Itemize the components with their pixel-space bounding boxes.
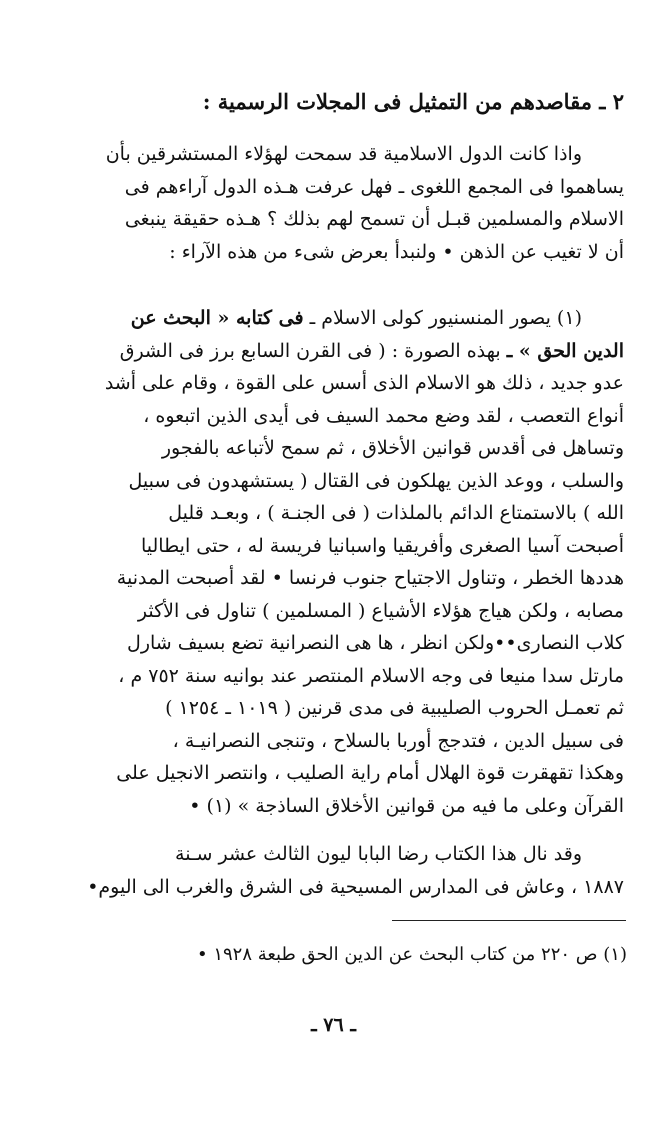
text-line: مصابه ، ولكن هياج هؤلاء الأشياع ( المسلمين ) تناول فى الأكثر <box>137 599 624 622</box>
paragraph-3 <box>40 838 624 903</box>
paragraph-2 <box>40 302 624 822</box>
text-line: عدو جديد ، ذلك هو الاسلام الذى أسس على القوة ، وقام على أشد <box>104 372 624 394</box>
book-reference: فى كتابه « البحث عن <box>130 307 304 329</box>
page-number: ـ ٧٦ ـ <box>311 1014 356 1036</box>
text-line: هددها الخطر ، وتناول الاجتياح جنوب فرنسا • لقد أصبحت المدنية <box>116 567 624 589</box>
text-line: مارتل سدا منيعا فى وجه الاسلام المنتصر عند بوانيه سنة ٧٥٢ م ، <box>118 664 624 687</box>
text-line: الله ) بالاستمتاع الدائم بالملذات ( فى الجنـة ) ، وبعـد قليل <box>168 502 624 524</box>
text-line: الاسلام والمسلمين قبـل أن تسمح لهم بذلك ؟ هـذه حقيقة ينبغى <box>124 208 624 230</box>
text-line <box>40 302 624 335</box>
text-line: فى سبيل الدين ، فتدجج أوربا بالسلاح ، وتنجى النصرانيـة ، <box>172 729 624 752</box>
text-line: وقد نال هذا الكتاب رضا البابا ليون الثالث عشر سـنة <box>175 843 582 865</box>
quote-intro: (١) يصور المنسنيور كولى الاسلام ـ <box>303 307 582 329</box>
book-reference: الدين الحق » ـ <box>506 339 624 362</box>
text-line: والسلب ، ووعد الذين يهلكون فى القتال ( يستشهدون فى سبيل <box>128 469 624 492</box>
section-heading: ٢ ـ مقاصدهم من التمثيل فى المجلات الرسمية : <box>202 89 624 114</box>
text-line: أصبحت آسيا الصغرى وأفريقيا واسبانيا فريسة له ، حتى ايطاليا <box>140 534 624 557</box>
footnote: (١) ص ٢٢٠ من كتاب البحث عن الدين الحق طبعة ١٩٢٨ • <box>196 944 627 965</box>
quote-text: بهذه الصورة : ( فى القرن السابع برز فى الشرق <box>119 339 507 362</box>
paragraph-1 <box>40 138 624 268</box>
text-line: وتساهل فى أقدس قوانين الأخلاق ، ثم سمح لأتباعه بالفجور <box>161 437 624 459</box>
text-line: كلاب النصارى••ولكن انظر ، ها هى النصرانية تضع بسيف شارل <box>127 632 624 654</box>
text-line: وهكذا تقهقرت قوة الهلال أمام راية الصليب ، وانتصر الانجيل على <box>116 762 624 784</box>
text-line: القرآن وعلى ما فيه من قوانين الأخلاق الساذجة » (١) • <box>189 794 624 817</box>
text-line: ثم تعمـل الحروب الصليبية فى مدى قرنين ( ١٠١٩ ـ ١٢٥٤ ) <box>165 697 624 719</box>
text-line: أنواع التعصب ، لقد وضع محمد السيف فى أيدى الذين اتبعوه ، <box>143 404 624 427</box>
text-line: واذا كانت الدول الاسلامية قد سمحت لهؤلاء المستشرقين بأن <box>105 143 582 165</box>
text-line: ١٨٨٧ ، وعاش فى المدارس المسيحية فى الشرق والغرب الى اليوم• <box>87 875 624 898</box>
text-line <box>40 335 624 368</box>
footnote-divider <box>392 920 626 921</box>
text-line: يساهموا فى المجمع اللغوى ـ فهل عرفت هـذه الدول آراءهم فى <box>124 175 624 198</box>
text-line: أن لا تغيب عن الذهن • ولنبدأ بعرض شىء من هذه الآراء : <box>169 240 624 263</box>
